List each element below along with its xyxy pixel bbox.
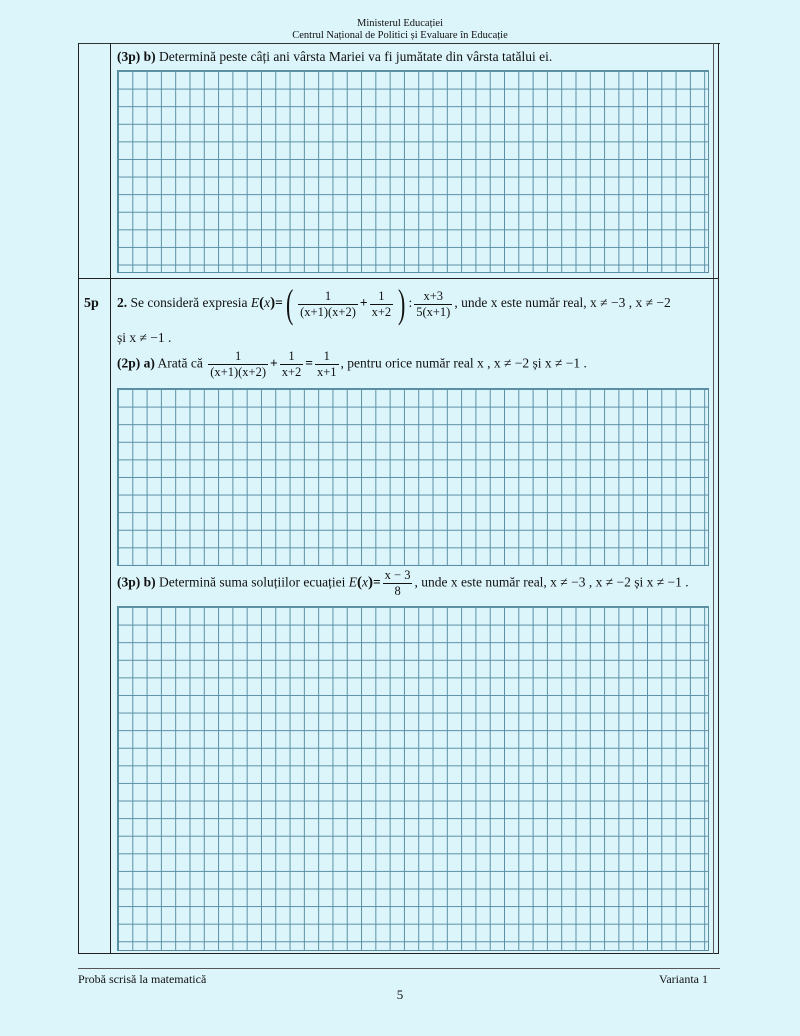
question-1b (117, 49, 552, 65)
points-label: (2p) (117, 355, 141, 371)
subpoint-label: b) (143, 49, 156, 64)
answer-grid-2a[interactable] (117, 388, 709, 566)
footer-variant: Varianta 1 (659, 972, 708, 986)
fraction-a3: $\frac{1}{x+1}$ (316, 349, 337, 379)
expression-name: E (348, 574, 357, 590)
answer-grid-2b[interactable] (117, 606, 709, 951)
question-intro: Se consideră expresia (130, 295, 248, 311)
footer-divider (78, 968, 720, 969)
fraction-1: $\frac{1}{(x+1)(x+2)}$ (300, 288, 356, 319)
row-divider (78, 278, 719, 279)
question-2b: (3p) b) Determină suma soluțiilor ecuației E(x)= $\frac{x - 3}{8}$ , unde x este număr real, x ≠ −3 , x ≠ −2 și x ≠ −1 . (117, 568, 689, 598)
answer-grid-1b[interactable] (117, 70, 709, 273)
equation-fraction: $\frac{x - 3}{8}$ (384, 568, 411, 598)
question-text: Determină suma soluțiilor ecuației (159, 574, 346, 590)
question-2-statement: 2. Se consideră expresia E(x)=( $\frac{1}{(x+1)(x+2)}$ + $\frac{1}{x+2}$ ) : $\frac{x+3}{5(x+1)}$ , unde x este număr real, x ≠ −3 , x ≠ −2 (117, 281, 671, 326)
header-ministry: Ministerul Educației (356, 18, 444, 29)
right-margin-line (713, 43, 714, 954)
expression-variable: x (361, 574, 368, 590)
condition-text: , pentru orice număr real x , x ≠ −2 și x ≠ −1 . (340, 355, 587, 371)
fraction-a2: $\frac{1}{x+2}$ (281, 349, 302, 379)
question-text: Determină peste câți ani vârsta Mariei va fi jumătate din vârsta tatălui ei. (159, 49, 553, 64)
fraction-3: $\frac{x+3}{5(x+1)}$ (416, 288, 451, 319)
question-2a: (2p) a) Arată că $\frac{1}{(x+1)(x+2)}$ + $\frac{1}{x+2}$ = $\frac{1}{x+1}$ , pentru orice număr real x , x ≠ −2 și x ≠ −1 . (117, 349, 587, 379)
score-label: 5p (84, 296, 99, 311)
expression-name: E (250, 295, 260, 311)
footer-exam-name: Probă scrisă la matematică (78, 972, 207, 986)
subpoint-label: a) (143, 355, 155, 371)
header-center: Centrul Național de Politici și Evaluare în Educație (292, 30, 508, 41)
question-number: 2. (117, 295, 128, 311)
expression-variable: x (264, 295, 271, 311)
score-column-divider (110, 43, 111, 954)
condition-text: , unde x este număr real, x ≠ −3 , x ≠ −2 (454, 295, 671, 311)
points-label: (3p) (117, 574, 141, 590)
question-2-condition-line: și x ≠ −1 . (117, 330, 172, 345)
fraction-2: $\frac{1}{x+2}$ (371, 288, 392, 319)
subpoint-label: b) (143, 574, 156, 590)
fraction-a1: $\frac{1}{(x+1)(x+2)}$ (210, 349, 266, 379)
points-label: (3p) (117, 49, 141, 64)
page-number: 5 (396, 987, 404, 1002)
condition-text: , unde x este număr real, x ≠ −3 , x ≠ −2 și x ≠ −1 . (414, 574, 689, 590)
question-text: Arată că (157, 355, 203, 371)
